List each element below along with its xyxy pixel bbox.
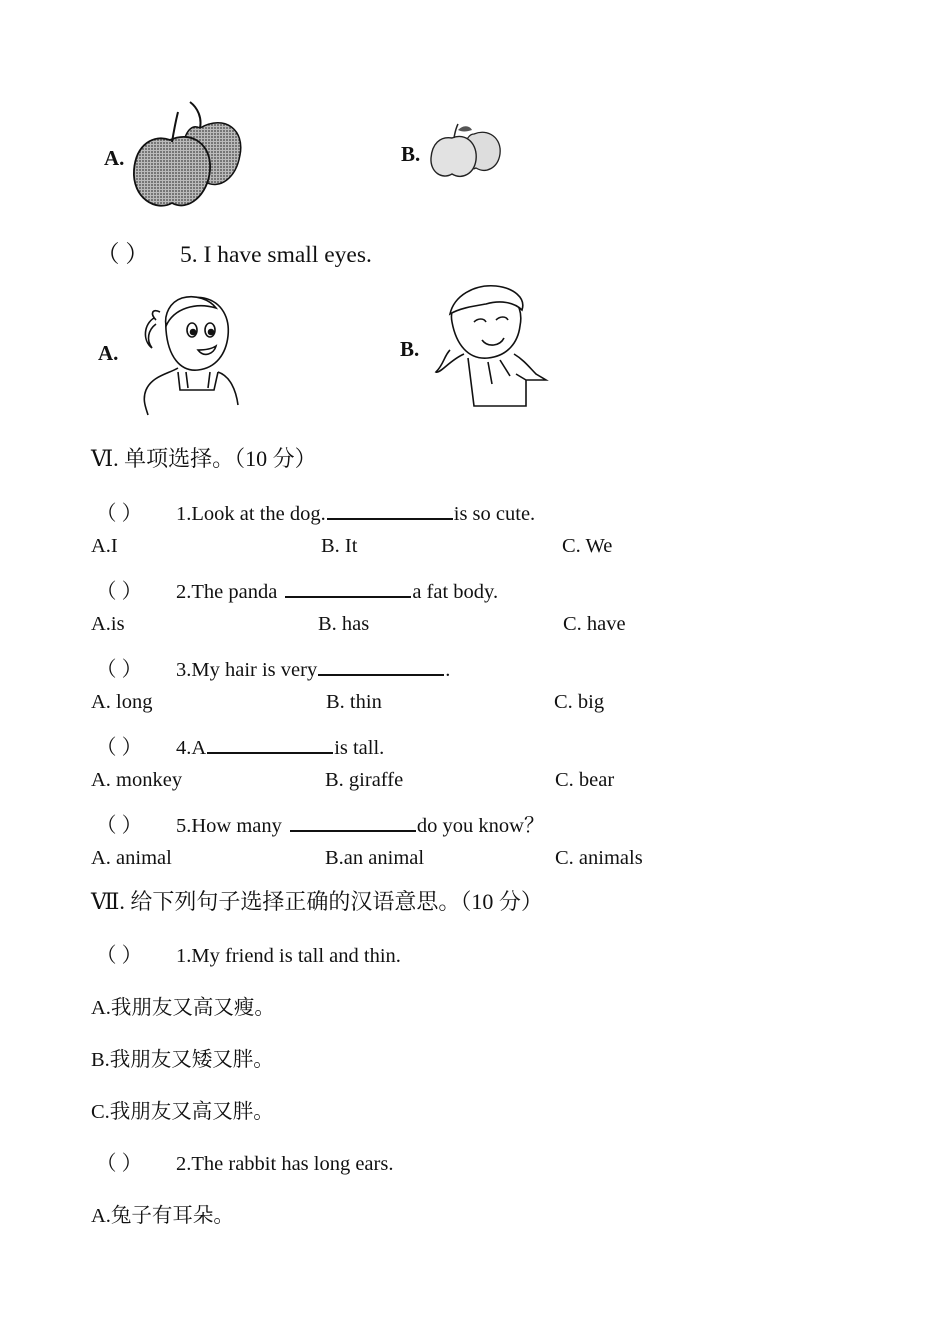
question-5 xyxy=(96,235,372,269)
answer-blank[interactable] xyxy=(290,810,416,832)
option-a[interactable]: A.我朋友又高又瘦。 xyxy=(91,997,275,1019)
answer-paren[interactable]: （ ） xyxy=(96,659,143,681)
option-b[interactable]: B. giraffe xyxy=(325,769,404,791)
answer-blank[interactable] xyxy=(207,732,333,754)
question-5 xyxy=(96,808,544,838)
question-text-end: is so cute. xyxy=(453,503,536,525)
option-b-label: B. xyxy=(400,337,420,361)
option-c[interactable]: C. bear xyxy=(555,769,615,791)
answer-paren[interactable]: （ ） xyxy=(96,1153,143,1175)
question-text: 1.Look at the dog. xyxy=(176,503,326,525)
option-a[interactable]: A.I xyxy=(91,535,118,557)
question-1 xyxy=(96,496,535,526)
question-2 xyxy=(96,574,498,604)
option-b-label: B. xyxy=(401,142,421,166)
option-a-label: A. xyxy=(98,341,119,365)
option-c[interactable]: C. have xyxy=(563,613,626,635)
question-text: 2.The rabbit has long ears. xyxy=(176,1153,394,1175)
question-text: 4.A xyxy=(176,737,207,759)
small-apples-picture xyxy=(428,122,504,180)
option-a[interactable]: A. monkey xyxy=(91,769,183,791)
question-text: 1.My friend is tall and thin. xyxy=(176,945,401,967)
answer-paren[interactable]: （ ） xyxy=(96,945,143,967)
answer-paren[interactable]: （ ） xyxy=(96,581,143,603)
answer-paren[interactable]: （ ） xyxy=(96,815,143,837)
option-b[interactable]: B. It xyxy=(321,535,358,557)
option-b[interactable]: B. has xyxy=(318,613,370,635)
question-3 xyxy=(96,652,450,682)
big-apples-picture xyxy=(130,100,245,212)
question-text: 5.How many xyxy=(176,815,282,837)
answer-blank[interactable] xyxy=(285,576,411,598)
section-6-heading: Ⅵ. 单项选择。（10 分） xyxy=(91,446,317,471)
question-4 xyxy=(96,730,384,760)
option-c[interactable]: C.我朋友又高又胖。 xyxy=(91,1101,274,1123)
option-c[interactable]: C. We xyxy=(562,535,613,557)
question-1 xyxy=(96,938,401,968)
answer-blank[interactable] xyxy=(318,654,444,676)
question-text-end: do you know？ xyxy=(416,815,545,837)
option-b[interactable]: B.an animal xyxy=(325,847,425,869)
option-a[interactable]: A. animal xyxy=(91,847,172,869)
option-b[interactable]: B.我朋友又矮又胖。 xyxy=(91,1049,274,1071)
option-a-label: A. xyxy=(104,146,125,170)
question-text-end: . xyxy=(445,659,451,681)
question-text: 3.My hair is very xyxy=(176,659,318,681)
question-text-end: is tall. xyxy=(334,737,385,759)
option-a[interactable]: A.兔子有耳朵。 xyxy=(91,1205,234,1227)
option-a[interactable]: A.is xyxy=(91,613,125,635)
answer-blank[interactable] xyxy=(327,498,453,520)
option-c[interactable]: C. big xyxy=(554,691,605,713)
question-text-end: a fat body. xyxy=(412,581,499,603)
answer-paren[interactable]: （ ） xyxy=(96,503,143,525)
girl-picture xyxy=(126,290,241,415)
option-a[interactable]: A. long xyxy=(91,691,153,713)
answer-paren[interactable]: （ ） xyxy=(96,242,149,268)
option-b[interactable]: B. thin xyxy=(326,691,382,713)
question-2 xyxy=(96,1146,393,1176)
boy-picture xyxy=(430,284,548,409)
section-7-heading: Ⅶ. 给下列句子选择正确的汉语意思。（10 分） xyxy=(91,889,543,914)
answer-paren[interactable]: （ ） xyxy=(96,737,143,759)
question-text: 5. I have small eyes. xyxy=(180,242,372,268)
option-c[interactable]: C. animals xyxy=(555,847,643,869)
question-text: 2.The panda xyxy=(176,581,278,603)
